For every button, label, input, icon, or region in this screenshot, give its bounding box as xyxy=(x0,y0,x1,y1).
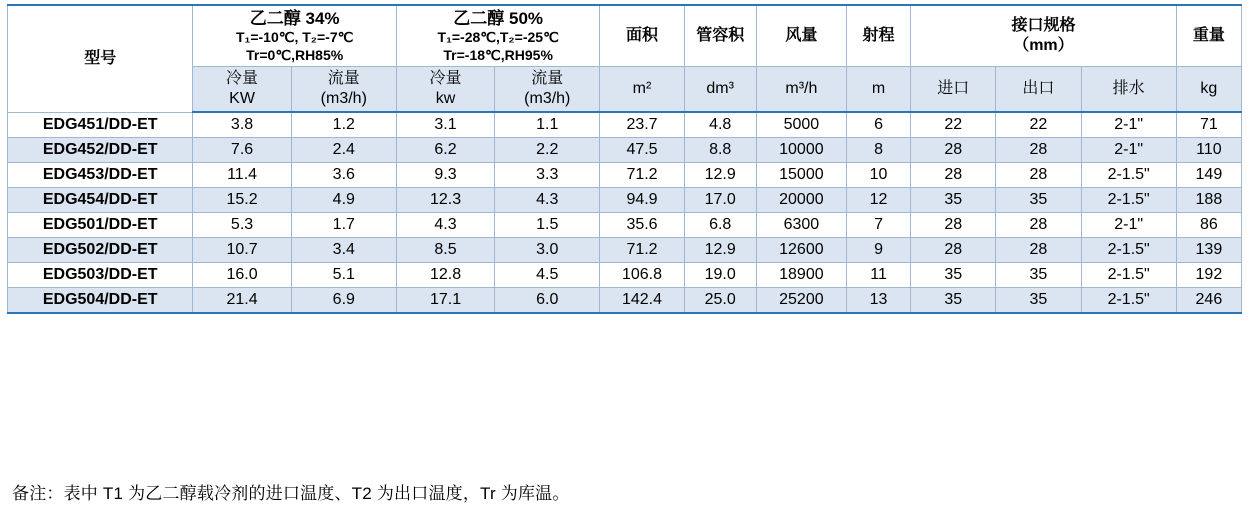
cell-throw: 13 xyxy=(846,288,910,314)
header-glycol-34-line1: 乙二醇 34% xyxy=(249,9,340,28)
cell-area: 142.4 xyxy=(600,288,684,314)
header-connection-unit: （mm） xyxy=(1013,37,1074,55)
subheader-cap34 xyxy=(193,67,291,113)
header-area: 面积 xyxy=(600,5,684,67)
table-row xyxy=(8,163,1242,188)
cell-outlet: 22 xyxy=(996,112,1081,138)
cell-inlet: 28 xyxy=(911,138,996,163)
cell-model: EDG453/DD-ET xyxy=(8,163,193,188)
cell-model: EDG452/DD-ET xyxy=(8,138,193,163)
cell-drain: 2-1.5" xyxy=(1081,163,1176,188)
cell-flow34: 2.4 xyxy=(291,138,396,163)
subheader-cap34-name: 冷量 xyxy=(226,70,259,88)
cell-flow50: 3.3 xyxy=(495,163,600,188)
table-footnote: 备注：表中 T1 为乙二醇载冷剂的进口温度、T2 为出口温度，Tr 为库温。 xyxy=(12,484,570,503)
subheader-cap34-unit: KW xyxy=(229,90,255,108)
cell-area: 47.5 xyxy=(600,138,684,163)
cell-airflow: 5000 xyxy=(756,112,846,138)
subheader-cap50-name: 冷量 xyxy=(429,70,462,88)
cell-area: 23.7 xyxy=(600,112,684,138)
cell-inlet: 35 xyxy=(911,288,996,314)
cell-cap34: 10.7 xyxy=(193,238,291,263)
cell-throw: 7 xyxy=(846,213,910,238)
cell-drain: 2-1.5" xyxy=(1081,263,1176,288)
cell-flow34: 5.1 xyxy=(291,263,396,288)
header-glycol-50 xyxy=(396,5,599,67)
cell-inlet: 35 xyxy=(911,188,996,213)
cell-cap50: 12.3 xyxy=(396,188,494,213)
header-glycol-50-line1: 乙二醇 50% xyxy=(453,9,544,28)
cell-inlet: 35 xyxy=(911,263,996,288)
cell-drain: 2-1.5" xyxy=(1081,238,1176,263)
specification-table xyxy=(7,4,1242,314)
header-airflow: 风量 xyxy=(756,5,846,67)
table-row xyxy=(8,213,1242,238)
cell-inlet: 22 xyxy=(911,112,996,138)
subheader-tube-unit: dm³ xyxy=(684,67,756,113)
cell-drain: 2-1" xyxy=(1081,213,1176,238)
cell-cap34: 21.4 xyxy=(193,288,291,314)
cell-flow50: 6.0 xyxy=(495,288,600,314)
header-weight: 重量 xyxy=(1176,5,1241,67)
subheader-flow50-name: 流量 xyxy=(531,70,564,88)
table-header-row-main xyxy=(8,5,1242,67)
cell-weight: 188 xyxy=(1176,188,1241,213)
cell-airflow: 10000 xyxy=(756,138,846,163)
cell-cap34: 7.6 xyxy=(193,138,291,163)
subheader-flow50-unit: (m3/h) xyxy=(524,90,571,108)
cell-tube: 12.9 xyxy=(684,163,756,188)
cell-model: EDG501/DD-ET xyxy=(8,213,193,238)
spec-sheet xyxy=(0,4,1249,516)
cell-weight: 139 xyxy=(1176,238,1241,263)
cell-model: EDG502/DD-ET xyxy=(8,238,193,263)
cell-weight: 246 xyxy=(1176,288,1241,314)
cell-cap34: 15.2 xyxy=(193,188,291,213)
header-model: 型号 xyxy=(8,5,193,112)
cell-model: EDG504/DD-ET xyxy=(8,288,193,314)
subheader-cap50-unit: kw xyxy=(435,90,456,108)
cell-tube: 4.8 xyxy=(684,112,756,138)
header-tube-volume: 管容积 xyxy=(684,5,756,67)
cell-area: 71.2 xyxy=(600,163,684,188)
cell-tube: 8.8 xyxy=(684,138,756,163)
cell-airflow: 25200 xyxy=(756,288,846,314)
cell-flow50: 3.0 xyxy=(495,238,600,263)
cell-model: EDG454/DD-ET xyxy=(8,188,193,213)
cell-cap50: 17.1 xyxy=(396,288,494,314)
cell-cap34: 11.4 xyxy=(193,163,291,188)
cell-tube: 25.0 xyxy=(684,288,756,314)
cell-tube: 6.8 xyxy=(684,213,756,238)
cell-flow34: 6.9 xyxy=(291,288,396,314)
cell-inlet: 28 xyxy=(911,163,996,188)
cell-cap50: 4.3 xyxy=(396,213,494,238)
subheader-drain: 排水 xyxy=(1081,67,1176,113)
cell-weight: 71 xyxy=(1176,112,1241,138)
cell-outlet: 35 xyxy=(996,263,1081,288)
cell-inlet: 28 xyxy=(911,238,996,263)
subheader-weight-unit: kg xyxy=(1176,67,1241,113)
cell-outlet: 35 xyxy=(996,188,1081,213)
subheader-flow34-unit: (m3/h) xyxy=(320,90,367,108)
cell-drain: 2-1.5" xyxy=(1081,288,1176,314)
table-row xyxy=(8,138,1242,163)
subheader-flow50 xyxy=(495,67,600,113)
header-glycol-50-line3: Tr=-18℃,RH95% xyxy=(443,46,553,63)
cell-drain: 2-1.5" xyxy=(1081,188,1176,213)
cell-cap50: 3.1 xyxy=(396,112,494,138)
table-row xyxy=(8,188,1242,213)
cell-flow34: 1.7 xyxy=(291,213,396,238)
cell-outlet: 28 xyxy=(996,138,1081,163)
table-row xyxy=(8,112,1242,138)
cell-cap50: 8.5 xyxy=(396,238,494,263)
cell-flow50: 4.5 xyxy=(495,263,600,288)
cell-throw: 6 xyxy=(846,112,910,138)
subheader-airflow-unit: m³/h xyxy=(756,67,846,113)
cell-outlet: 28 xyxy=(996,213,1081,238)
cell-throw: 9 xyxy=(846,238,910,263)
header-glycol-34-line3: Tr=0℃,RH85% xyxy=(246,46,344,63)
subheader-flow34 xyxy=(291,67,396,113)
cell-area: 71.2 xyxy=(600,238,684,263)
cell-airflow: 20000 xyxy=(756,188,846,213)
cell-flow50: 4.3 xyxy=(495,188,600,213)
cell-weight: 149 xyxy=(1176,163,1241,188)
cell-throw: 11 xyxy=(846,263,910,288)
cell-cap34: 3.8 xyxy=(193,112,291,138)
header-connection-label: 接口规格 xyxy=(1011,17,1076,35)
cell-cap34: 5.3 xyxy=(193,213,291,238)
table-header-row-sub xyxy=(8,67,1242,113)
table-row xyxy=(8,288,1242,314)
cell-airflow: 12600 xyxy=(756,238,846,263)
cell-outlet: 28 xyxy=(996,163,1081,188)
header-glycol-34 xyxy=(193,5,396,67)
cell-airflow: 18900 xyxy=(756,263,846,288)
cell-weight: 192 xyxy=(1176,263,1241,288)
cell-outlet: 35 xyxy=(996,288,1081,314)
subheader-area-unit: m² xyxy=(600,67,684,113)
cell-cap34: 16.0 xyxy=(193,263,291,288)
cell-weight: 86 xyxy=(1176,213,1241,238)
cell-airflow: 15000 xyxy=(756,163,846,188)
cell-cap50: 12.8 xyxy=(396,263,494,288)
cell-tube: 19.0 xyxy=(684,263,756,288)
cell-drain: 2-1" xyxy=(1081,138,1176,163)
cell-area: 94.9 xyxy=(600,188,684,213)
subheader-flow34-name: 流量 xyxy=(327,70,360,88)
cell-area: 106.8 xyxy=(600,263,684,288)
cell-flow50: 1.5 xyxy=(495,213,600,238)
cell-drain: 2-1" xyxy=(1081,112,1176,138)
subheader-outlet: 出口 xyxy=(996,67,1081,113)
cell-flow34: 3.6 xyxy=(291,163,396,188)
header-throw: 射程 xyxy=(846,5,910,67)
subheader-cap50 xyxy=(396,67,494,113)
subheader-inlet: 进口 xyxy=(911,67,996,113)
cell-area: 35.6 xyxy=(600,213,684,238)
cell-outlet: 28 xyxy=(996,238,1081,263)
cell-inlet: 28 xyxy=(911,213,996,238)
cell-throw: 12 xyxy=(846,188,910,213)
table-row xyxy=(8,238,1242,263)
cell-flow34: 3.4 xyxy=(291,238,396,263)
cell-model: EDG503/DD-ET xyxy=(8,263,193,288)
cell-tube: 12.9 xyxy=(684,238,756,263)
cell-cap50: 9.3 xyxy=(396,163,494,188)
cell-weight: 110 xyxy=(1176,138,1241,163)
cell-throw: 8 xyxy=(846,138,910,163)
cell-flow34: 4.9 xyxy=(291,188,396,213)
cell-airflow: 6300 xyxy=(756,213,846,238)
subheader-throw-unit: m xyxy=(846,67,910,113)
cell-cap50: 6.2 xyxy=(396,138,494,163)
cell-flow50: 1.1 xyxy=(495,112,600,138)
cell-throw: 10 xyxy=(846,163,910,188)
cell-flow50: 2.2 xyxy=(495,138,600,163)
header-glycol-50-line2: T₁=-28℃,T₂=-25℃ xyxy=(437,29,559,46)
header-glycol-34-line2: T₁=-10℃, T₂=-7℃ xyxy=(235,29,354,46)
table-row xyxy=(8,263,1242,288)
header-connection xyxy=(911,5,1177,67)
cell-tube: 17.0 xyxy=(684,188,756,213)
cell-model: EDG451/DD-ET xyxy=(8,112,193,138)
cell-flow34: 1.2 xyxy=(291,112,396,138)
